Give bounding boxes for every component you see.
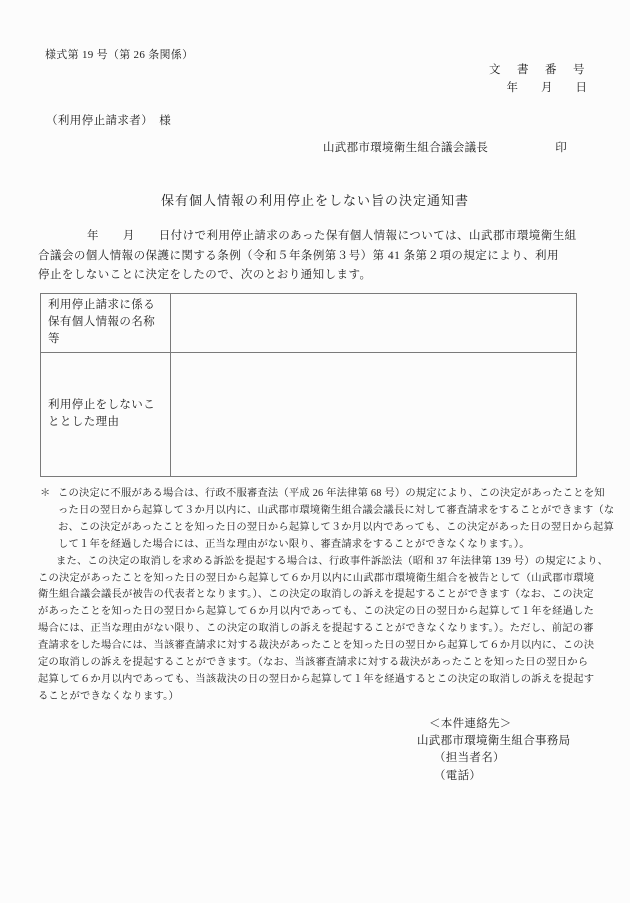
row-label-line: 利用停止請求に係る [48,299,156,311]
appeal-notes-paragraph-2 [38,554,614,706]
note-line: この決定があったことを知った日の翌日から起算して６か月以内に山武郡市環境衛生組合を被告として（山武郡市環境 [38,572,595,584]
note-line: また、この決定の取消しを求める訴訟を提起する場合は、行政事件訴訟法（昭和 37 年法律第 139 号）の規定により、 [56,555,609,567]
note-line: があったことを知った日の翌日から起算して６か月以内であっても、この決定の日の翌日から起算して１年を経過した [38,606,595,618]
notification-paragraph [38,227,577,286]
addressee-line: （利用停止請求者） 様 [46,115,172,127]
personal-info-name-value-cell [171,294,577,353]
paragraph-line: 停止をしないことに決定をしたので、次のとおり通知します。 [38,269,372,281]
note-line: 定の取消しの訴えを提起することができます。（なお、当該審査請求に対する裁決があったことを知った日の翌日から [38,657,589,669]
form-number: 様式第 19 号（第 26 条関係） [45,49,194,61]
note-line: った日の翌日から起算して３か月以内に、山武郡市環境衛生組合議会議長に対して審査請求をすることができます（な [58,504,615,516]
contact-office: 山武郡市環境衛生組合事務局 [417,735,571,748]
note-line: 衛生組合議会議長が被告の代表者となります。）、この決定の取消しの訴えを提起することができます（なお、この決定 [38,589,594,601]
note-line: お、この決定があったことを知った日の翌日から起算して３か月以内であっても、この決定があった日の翌日から起算 [58,521,615,533]
contact-phone: （電話） [434,769,482,782]
note-line: この決定に不服がある場合は、行政不服審査法（平成 26 年法律第 68 号）の規定により、この決定があったことを知 [58,488,605,499]
row-label-line: 等 [48,333,60,346]
contact-header: ＜本件連絡先＞ [429,718,512,730]
contact-block [417,716,570,785]
issuer-name: 山武郡市環境衛生組合議会議長 [323,142,489,154]
seal-mark: 印 [555,142,567,154]
row-label-reason [41,352,171,476]
document-date-label: 年 月 日 [506,82,587,94]
table-row [41,294,577,353]
row-label-personal-info-name [41,294,171,353]
document-meta [489,61,587,97]
asterisk-marker: ＊ [40,488,51,499]
document-number-label: 文 書 番 号 [489,64,587,76]
note-line: 起算して６か月以内であっても、当該裁決の日の翌日から起算して１年を経過するとこの決定の取消しの訴えを提起す [38,673,595,685]
row-label-line: ととした理由 [48,416,120,429]
appeal-notes-paragraph-1 [38,486,614,554]
appeal-notes [38,486,614,706]
paragraph-line: 年 月 日付けで利用停止請求のあった保有個人情報については、山武郡市環境衛生組 [87,230,577,242]
issuer-line [323,139,567,155]
paragraph-line: 合議会の個人情報の保護に関する条例（令和５年条例第３号）第 41 条第２項の規定により、利用 [38,249,559,262]
note-line: 場合には、正当な理由がない限り、この決定の取消しの訴えを提起することができなくなります。）。ただし、前記の審 [38,623,594,635]
document-title: 保有個人情報の利用停止をしない旨の決定通知書 [160,193,469,208]
contact-person: （担当者名） [434,752,505,765]
note-line: ることができなくなります。） [38,690,179,702]
row-label-line: 利用停止をしないこ [48,398,156,411]
note-line: 査請求をした場合には、当該審査請求に対する裁決があったことを知った日の翌日から起算して６か月以内に、この決 [38,640,595,652]
row-label-line: 保有個人情報の名称 [48,316,156,329]
table-row [41,352,577,476]
decision-detail-table [40,293,577,477]
note-line: して１年を経過した場合には、正当な理由がない限り、審査請求をすることができなくなります。）。 [58,538,530,550]
reason-value-cell [171,352,577,476]
